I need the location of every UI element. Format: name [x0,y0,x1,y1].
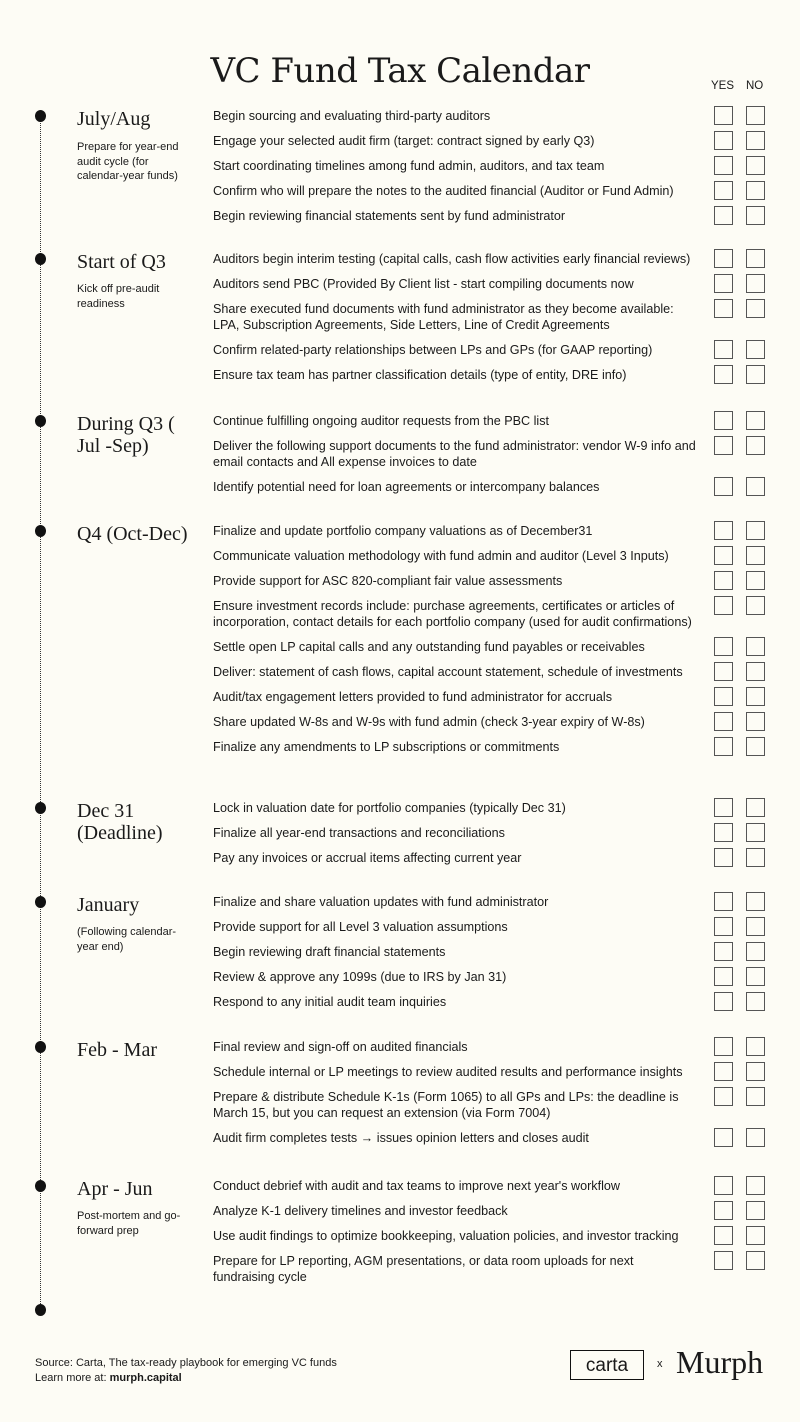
no-checkbox[interactable] [746,365,765,384]
item-text: Confirm related-party relationships between LPs and GPs (for GAAP reporting) [213,343,653,357]
item-text: Conduct debrief with audit and tax teams to improve next year's workflow [213,1179,620,1193]
yes-checkbox[interactable] [714,1062,733,1081]
no-checkbox[interactable] [746,942,765,961]
yes-checkbox[interactable] [714,340,733,359]
checklist-item [213,158,793,183]
checklist-item [213,850,793,875]
timeline-dot [35,110,46,122]
no-checkbox[interactable] [746,1176,765,1195]
yes-checkbox[interactable] [714,992,733,1011]
no-checkbox[interactable] [746,1128,765,1147]
section-subtitle: Post-mortem and go-forward prep [77,1210,181,1237]
no-checkbox[interactable] [746,571,765,590]
no-checkbox[interactable] [746,274,765,293]
murph-logo: Murph [676,1344,764,1380]
item-text: Auditors begin interim testing (capital calls, cash flow activities early financial reviews) [213,252,691,266]
yes-checkbox[interactable] [714,436,733,455]
checklist [213,895,793,1026]
yes-checkbox[interactable] [714,299,733,318]
checklist-item [213,944,793,969]
no-checkbox[interactable] [746,436,765,455]
item-text: Schedule internal or LP meetings to review audited results and performance insights [213,1065,683,1079]
section-title: January [77,894,140,916]
checklist [213,1040,793,1162]
footer [35,1356,337,1386]
checklist-item [213,800,793,825]
section-title: Start of Q3 [77,251,166,273]
no-checkbox[interactable] [746,967,765,986]
checklist-item [213,894,793,919]
yes-checkbox[interactable] [714,1037,733,1056]
yes-checkbox[interactable] [714,1226,733,1245]
timeline-dot [35,253,46,265]
checklist [213,1179,793,1301]
checklist-item [213,994,793,1019]
yes-checkbox[interactable] [714,596,733,615]
source-text: Source: Carta, The tax-ready playbook for emerging VC funds [35,1357,337,1369]
item-text: Audit firm completes tests → issues opinion letters and closes audit [213,1131,589,1145]
checklist-item [213,598,793,639]
item-text: Engage your selected audit firm (target: contract signed by early Q3) [213,134,595,148]
item-text: Continue fulfilling ongoing auditor requests from the PBC list [213,414,550,428]
yes-column-header: YES [711,80,735,92]
yes-checkbox[interactable] [714,798,733,817]
item-text: Provide support for ASC 820-compliant fair value assessments [213,574,563,588]
yes-checkbox[interactable] [714,942,733,961]
no-checkbox[interactable] [746,477,765,496]
checklist-item [213,133,793,158]
yes-checkbox[interactable] [714,1087,733,1106]
yes-checkbox[interactable] [714,892,733,911]
page-title: VC Fund Tax Calendar [210,50,590,91]
no-column-header: NO [746,80,764,92]
no-checkbox[interactable] [746,1226,765,1245]
no-checkbox[interactable] [746,1201,765,1220]
item-text: Finalize and update portfolio company valuations as of December31 [213,524,593,538]
item-text: Settle open LP capital calls and any outstanding fund payables or receivables [213,640,645,654]
yes-checkbox[interactable] [714,365,733,384]
yes-checkbox[interactable] [714,712,733,731]
no-checkbox[interactable] [746,106,765,125]
section-title: Q4 (Oct-Dec) [77,523,188,545]
no-checkbox[interactable] [746,156,765,175]
item-text: Begin reviewing financial statements sent by fund administrator [213,209,566,223]
item-text: Auditors send PBC (Provided By Client list - start compiling documents now [213,277,634,291]
checklist-item [213,739,793,764]
no-checkbox[interactable] [746,687,765,706]
timeline-end-dot [35,1304,46,1316]
timeline-dot [35,1041,46,1053]
item-text: Pay any invoices or accrual items affecting current year [213,851,522,865]
item-text: Finalize any amendments to LP subscriptions or commitments [213,740,560,754]
no-checkbox[interactable] [746,206,765,225]
checklist-item [213,367,793,392]
item-text: Finalize all year-end transactions and reconciliations [213,826,505,840]
no-checkbox[interactable] [746,737,765,756]
yes-checkbox[interactable] [714,411,733,430]
section-title: Dec 31 (Deadline) [77,800,163,844]
checklist-item [213,1130,793,1155]
checklist-item [213,413,793,438]
no-checkbox[interactable] [746,823,765,842]
item-text: Deliver the following support documents to the fund administrator: vendor W-9 info and email contacts and All expense invoices to date [213,439,696,469]
yes-checkbox[interactable] [714,571,733,590]
no-checkbox[interactable] [746,249,765,268]
learn-more-label: Learn more at: [35,1372,110,1384]
item-text: Ensure tax team has partner classification details (type of entity, DRE info) [213,368,627,382]
timeline-line [40,116,41,1310]
item-text: Respond to any initial audit team inquiries [213,995,447,1009]
checklist-item [213,689,793,714]
yes-checkbox[interactable] [714,106,733,125]
yes-checkbox[interactable] [714,823,733,842]
item-text: Finalize and share valuation updates with fund administrator [213,895,549,909]
item-text: Identify potential need for loan agreements or intercompany balances [213,480,600,494]
checklist-item [213,208,793,233]
section-subtitle: (Following calendar-year end) [77,926,177,953]
yes-checkbox[interactable] [714,206,733,225]
no-checkbox[interactable] [746,181,765,200]
checklist-item [213,1039,793,1064]
yes-checkbox[interactable] [714,662,733,681]
item-text: Communicate valuation methodology with fund admin and auditor (Level 3 Inputs) [213,549,669,563]
item-text: Begin reviewing draft financial statements [213,945,446,959]
section-title: Feb - Mar [77,1039,157,1061]
yes-checkbox[interactable] [714,156,733,175]
timeline-dot [35,802,46,814]
item-text: Lock in valuation date for portfolio companies (typically Dec 31) [213,801,566,815]
yes-checkbox[interactable] [714,477,733,496]
checklist-item [213,573,793,598]
no-checkbox[interactable] [746,1087,765,1106]
no-checkbox[interactable] [746,131,765,150]
yes-checkbox[interactable] [714,1176,733,1195]
section-title: July/Aug [77,108,151,130]
timeline-dot [35,415,46,427]
no-checkbox[interactable] [746,299,765,318]
checklist-item [213,438,793,479]
checklist [213,801,793,882]
timeline-dot [35,1180,46,1192]
no-checkbox[interactable] [746,662,765,681]
no-checkbox[interactable] [746,892,765,911]
no-checkbox[interactable] [746,521,765,540]
checklist-item [213,251,793,276]
checklist-item [213,479,793,504]
yes-checkbox[interactable] [714,181,733,200]
section-subtitle: Prepare for year-end audit cycle (for calendar-year funds) [77,141,179,182]
checklist-item [213,523,793,548]
checklist-item [213,639,793,664]
no-checkbox[interactable] [746,637,765,656]
checklist-item [213,301,793,342]
checklist-item [213,1178,793,1203]
item-text: Provide support for all Level 3 valuation assumptions [213,920,508,934]
checklist [213,109,793,240]
item-text: Review & approve any 1099s (due to IRS by Jan 31) [213,970,507,984]
section-title: During Q3 ( Jul -Sep) [77,413,175,457]
checklist-item [213,969,793,994]
yes-checkbox[interactable] [714,967,733,986]
no-checkbox[interactable] [746,992,765,1011]
checklist [213,252,793,399]
checklist [213,414,793,511]
no-checkbox[interactable] [746,411,765,430]
no-checkbox[interactable] [746,1251,765,1270]
section-title: Apr - Jun [77,1178,153,1200]
checklist-item [213,1203,793,1228]
item-text: Analyze K-1 delivery timelines and investor feedback [213,1204,508,1218]
checklist-item [213,664,793,689]
no-checkbox[interactable] [746,848,765,867]
yes-checkbox[interactable] [714,249,733,268]
checklist-item [213,1089,793,1130]
yes-checkbox[interactable] [714,637,733,656]
timeline-dot [35,896,46,908]
checklist-item [213,183,793,208]
item-text: Ensure investment records include: purchase agreements, certificates or articles of incorporation, contact details for each portfolio company (used for audit confirmations) [213,599,692,629]
item-text: Use audit findings to optimize bookkeeping, valuation policies, and investor tracking [213,1229,679,1243]
item-text: Begin sourcing and evaluating third-party auditors [213,109,491,123]
yes-checkbox[interactable] [714,131,733,150]
yes-checkbox[interactable] [714,917,733,936]
no-checkbox[interactable] [746,596,765,615]
timeline-dot [35,525,46,537]
checklist-item [213,548,793,573]
item-text: Confirm who will prepare the notes to the audited financial (Auditor or Fund Admin) [213,184,674,198]
yes-checkbox[interactable] [714,274,733,293]
yes-checkbox[interactable] [714,546,733,565]
yes-checkbox[interactable] [714,1128,733,1147]
checklist-item [213,1253,793,1294]
yes-checkbox[interactable] [714,687,733,706]
no-checkbox[interactable] [746,546,765,565]
no-checkbox[interactable] [746,1037,765,1056]
checklist-item [213,276,793,301]
yes-checkbox[interactable] [714,737,733,756]
checklist [213,524,793,771]
item-text: Prepare for LP reporting, AGM presentations, or data room uploads for next fundraising cycle [213,1254,634,1284]
no-checkbox[interactable] [746,798,765,817]
item-text: Audit/tax engagement letters provided to fund administrator for accruals [213,690,613,704]
yes-checkbox[interactable] [714,1201,733,1220]
item-text: Prepare & distribute Schedule K-1s (Form 1065) to all GPs and LPs: the deadline is March 15, but you can request an extension (via Form 7004) [213,1090,679,1120]
no-checkbox[interactable] [746,712,765,731]
section-subtitle: Kick off pre-audit readiness [77,283,160,310]
yes-checkbox[interactable] [714,521,733,540]
logo-separator: x [657,1358,663,1370]
item-text: Share executed fund documents with fund administrator as they become available: LPA, Subscription Agreements, Side Letters, Line of Credit Agreements [213,302,674,332]
item-text: Start coordinating timelines among fund admin, auditors, and tax team [213,159,605,173]
no-checkbox[interactable] [746,1062,765,1081]
checklist-item [213,919,793,944]
murph-link[interactable]: murph.capital [109,1372,182,1384]
carta-logo: carta [570,1350,644,1380]
item-text: Share updated W-8s and W-9s with fund admin (check 3-year expiry of W-8s) [213,715,645,729]
checklist-item [213,825,793,850]
no-checkbox[interactable] [746,340,765,359]
checklist-item [213,714,793,739]
yes-checkbox[interactable] [714,848,733,867]
yes-checkbox[interactable] [714,1251,733,1270]
item-text: Deliver: statement of cash flows, capital account statement, schedule of investments [213,665,683,679]
checklist-item [213,1064,793,1089]
item-text: Final review and sign-off on audited financials [213,1040,468,1054]
checklist-item [213,1228,793,1253]
checklist-item [213,342,793,367]
checklist-item [213,108,793,133]
no-checkbox[interactable] [746,917,765,936]
